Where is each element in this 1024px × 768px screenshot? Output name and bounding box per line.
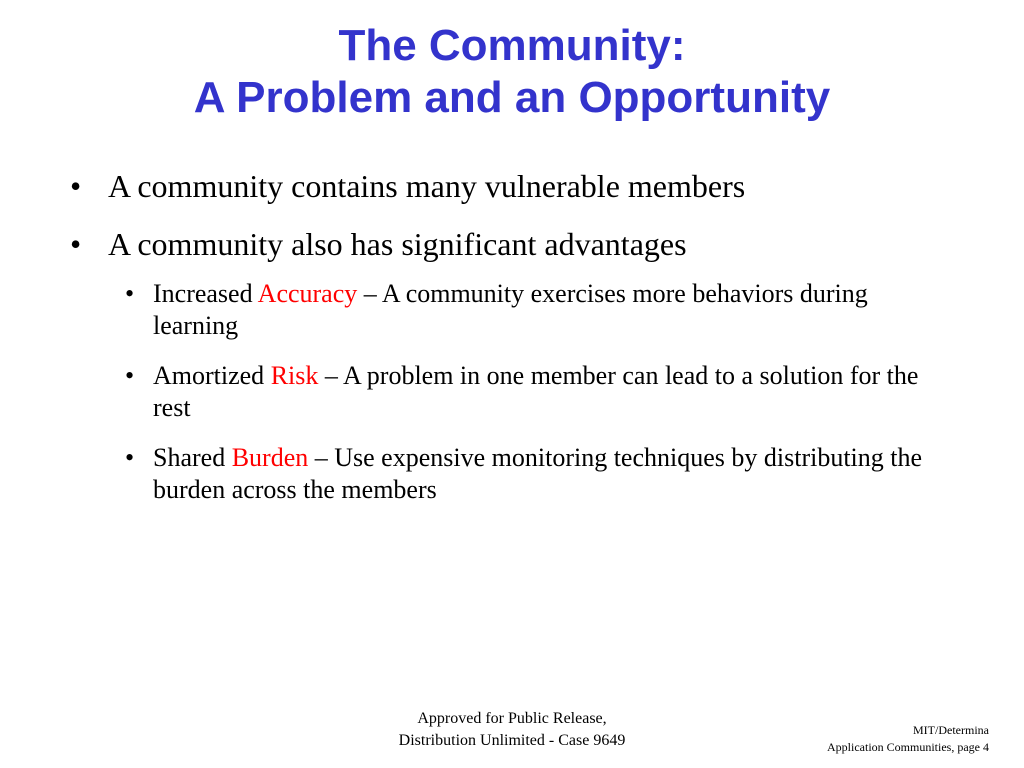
bullet-dot-icon: • xyxy=(125,361,135,390)
bullet-item xyxy=(70,166,970,206)
title-line-1: The Community: xyxy=(338,21,686,70)
subbullet-prefix: Shared xyxy=(153,443,232,472)
subbullet-prefix: Amortized xyxy=(153,361,271,390)
subbullet-suffix: – A community exercises more behaviors during learning xyxy=(153,279,868,340)
subbullet-prefix: Increased xyxy=(153,279,258,308)
subbullet-highlight: Accuracy xyxy=(257,279,358,308)
subbullet-suffix: – Use expensive monitoring techniques by distributing the burden across the members xyxy=(153,443,923,504)
bullet-text: A community also has significant advantages xyxy=(108,226,687,262)
bullet-list xyxy=(70,166,970,524)
subbullet-highlight: Burden xyxy=(231,443,309,472)
subbullet-item xyxy=(125,360,953,424)
title-line-2: A Problem and an Opportunity xyxy=(193,73,831,122)
bullet-dot-icon: • xyxy=(125,279,135,308)
subbullet-suffix: – A problem in one member can lead to a solution for the rest xyxy=(153,361,919,422)
bullet-item xyxy=(70,224,970,264)
bullet-dot-icon: • xyxy=(70,168,82,204)
slide-title xyxy=(0,20,1024,124)
subbullet-highlight: Risk xyxy=(270,361,319,390)
subbullet-item xyxy=(125,442,953,506)
release-notice xyxy=(312,708,712,752)
release-line-2: Distribution Unlimited - Case 9649 xyxy=(398,732,626,749)
release-line-1: Approved for Public Release, xyxy=(417,710,607,727)
bullet-dot-icon: • xyxy=(125,443,135,472)
page-footer xyxy=(827,722,989,756)
footer-page-label: Application Communities, page 4 xyxy=(827,740,989,754)
bullet-text: A community contains many vulnerable members xyxy=(108,168,746,204)
bullet-dot-icon: • xyxy=(70,226,82,262)
subbullet-item xyxy=(125,278,953,342)
footer-org: MIT/Determina xyxy=(913,723,989,737)
